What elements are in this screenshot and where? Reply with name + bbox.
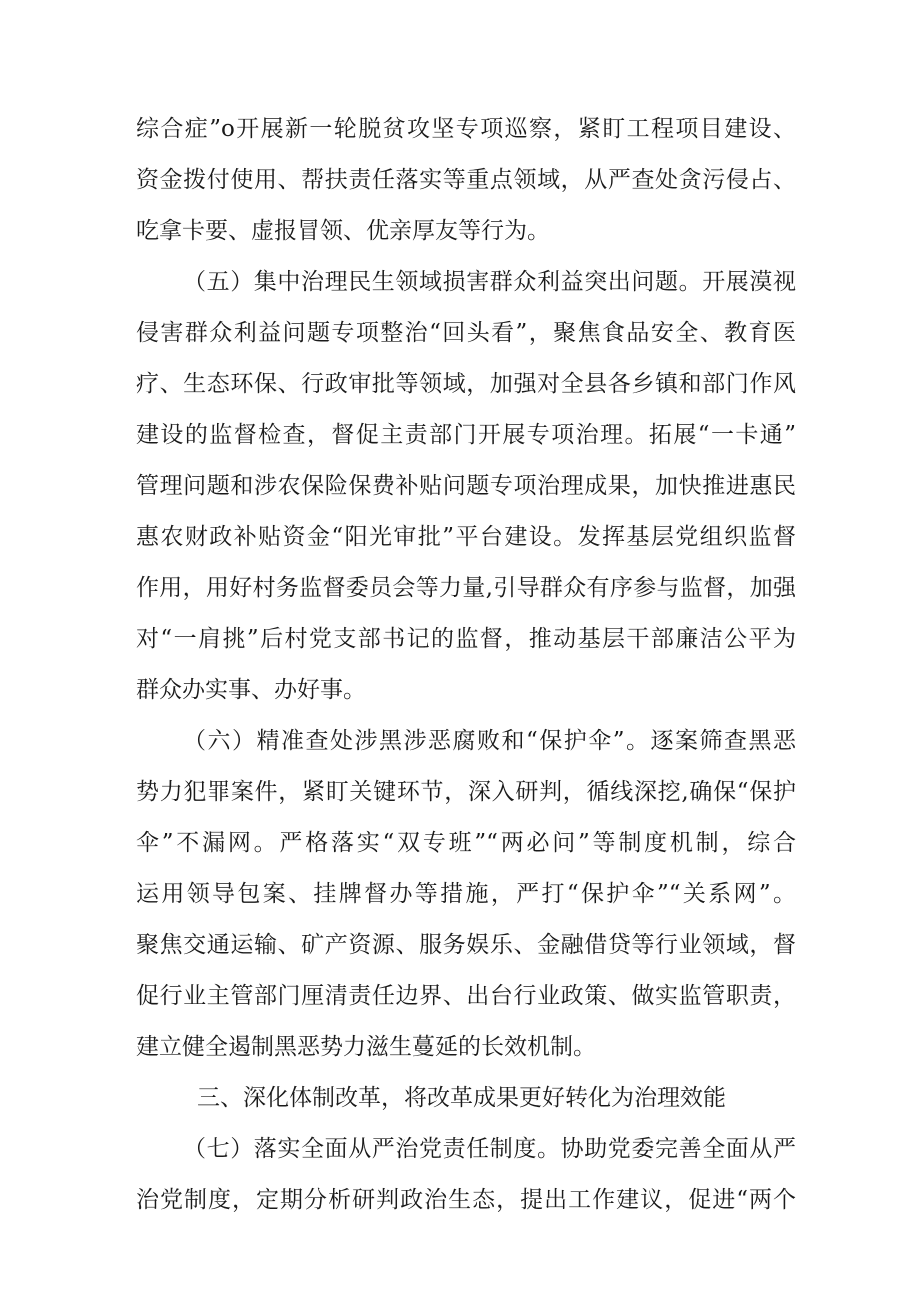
paragraph-line: 综合症”o开展新一轮脱贫攻坚专项巡察，紧盯工程项目建设、: [136, 116, 796, 142]
section-seven-title-line: （七）落实全面从严治党责任制度。协助党委完善全面从严: [183, 1136, 796, 1162]
paragraph-line: 对“一肩挑”后村党支部书记的监督，推动基层干部廉洁公平为: [136, 626, 796, 652]
paragraph-line: 吃拿卡要、虚报冒领、优亲厚友等行为。: [136, 218, 550, 244]
paragraph-line: 伞”不漏网。严格落实“双专班”“两必问”等制度机制，综合: [136, 830, 796, 856]
paragraph-line: 惠农财政补贴资金“阳光审批”平台建设。发挥基层党组织监督: [136, 524, 796, 550]
paragraph-line: 资金拨付使用、帮扶责任落实等重点领域，从严查处贪污侵占、: [136, 167, 796, 193]
paragraph-line: 治党制度，定期分析研判政治生态，提出工作建议，促进“两个: [136, 1187, 796, 1213]
paragraph-line: 作用，用好村务监督委员会等力量,引导群众有序参与监督，加强: [136, 575, 796, 601]
paragraph-line: 建立健全遏制黑恶势力滋生蔓延的长效机制。: [136, 1034, 596, 1060]
paragraph-line: 势力犯罪案件，紧盯关键环节，深入研判，循线深挖,确保“保护: [136, 779, 796, 805]
section-six-title-line: （六）精准查处涉黑涉恶腐败和“保护伞”。逐案筛查黑恶: [183, 728, 796, 754]
paragraph-line: 运用领导包案、挂牌督办等措施，严打“保护伞”“关系网”。: [136, 881, 796, 907]
paragraph-line: 群众办实事、办好事。: [136, 677, 366, 703]
paragraph-line: 疗、生态环保、行政审批等领域，加强对全县各乡镇和部门作风: [136, 371, 796, 397]
section-three-heading: 三、深化体制改革，将改革成果更好转化为治理效能: [197, 1085, 726, 1111]
paragraph-line: 建设的监督检查，督促主责部门开展专项治理。拓展“一卡通”: [136, 422, 796, 448]
section-five-title-line: （五）集中治理民生领域损害群众利益突出问题。开展漠视: [183, 269, 796, 295]
paragraph-line: 管理问题和涉农保险保费补贴问题专项治理成果，加快推进惠民: [136, 473, 796, 499]
paragraph-line: 侵害群众利益问题专项整治“回头看”，聚焦食品安全、教育医: [136, 320, 796, 346]
paragraph-line: 聚焦交通运输、矿产资源、服务娱乐、金融借贷等行业领域，督: [136, 932, 796, 958]
paragraph-line: 促行业主管部门厘清责任边界、出台行业政策、做实监管职责，: [136, 983, 796, 1009]
